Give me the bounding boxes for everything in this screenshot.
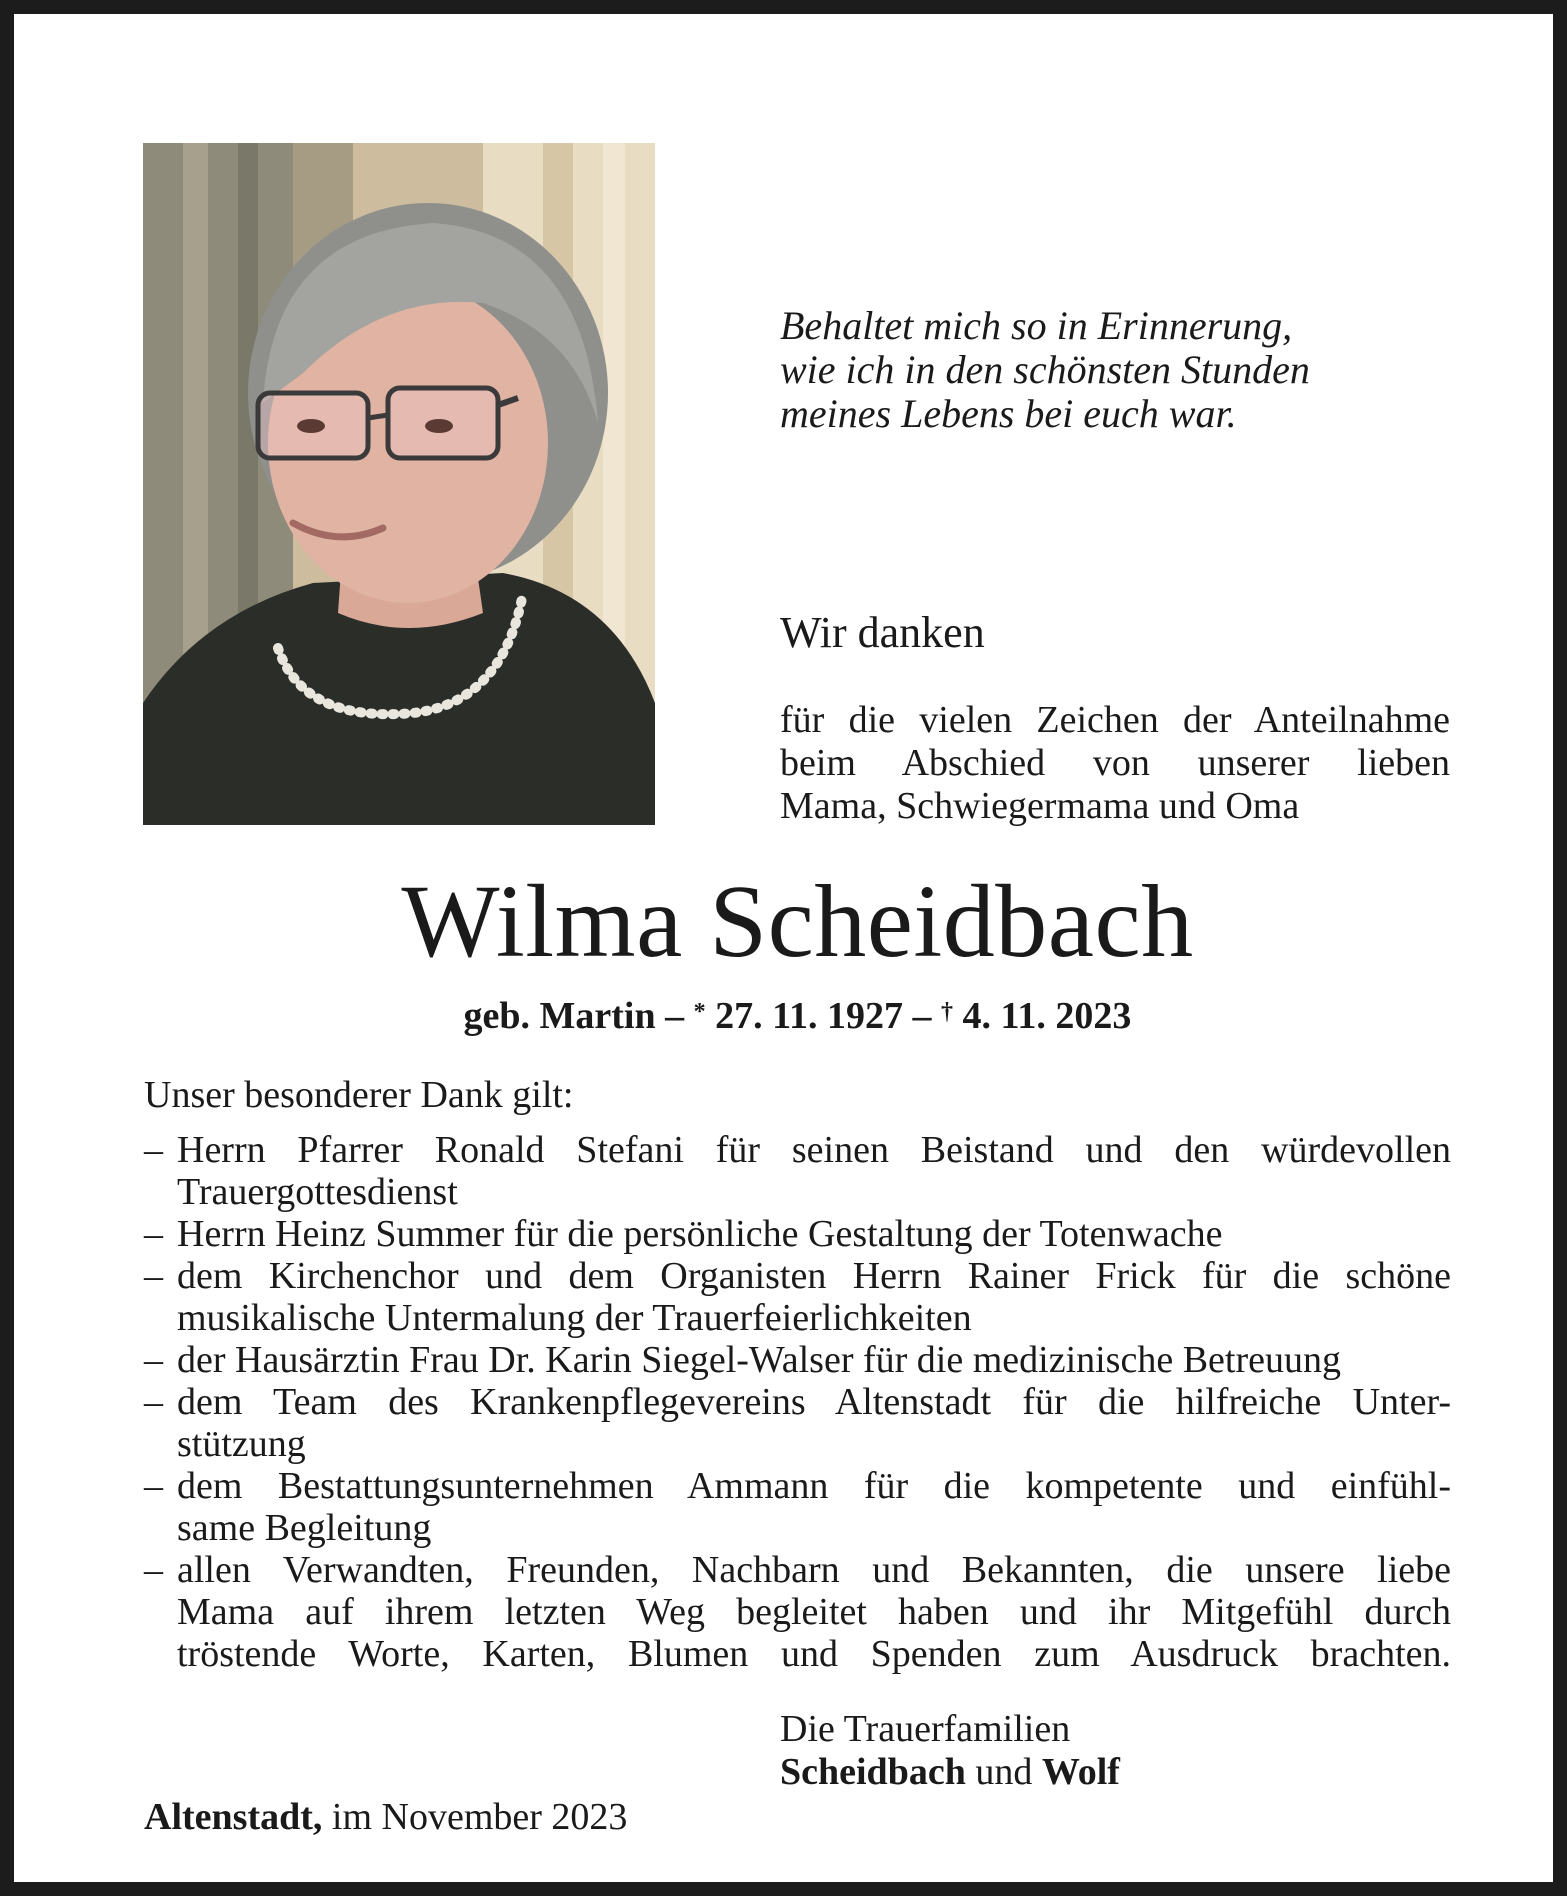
place: Altenstadt, [144, 1796, 323, 1838]
acknowledgement-item [144, 1339, 1451, 1381]
deceased-name: Wilma Scheidbach [401, 864, 1194, 979]
thanks-heading: Wir danken [780, 608, 985, 657]
thanks-line: beim Abschied von unserer lieben [780, 742, 1450, 784]
quote-line: meines Lebens bei euch war. [780, 391, 1237, 436]
list-dash: – [144, 1549, 163, 1591]
acknowledgement-item [144, 1381, 1451, 1465]
acknowledgement-item [144, 1213, 1451, 1255]
acknowledgement-line: Trauergottesdienst [177, 1171, 458, 1213]
signature-block [780, 1708, 1120, 1794]
birth-date: 27. 11. 1927 [705, 995, 904, 1037]
death-symbol: † [941, 999, 954, 1025]
acknowledgement-item [144, 1549, 1451, 1675]
date: im November 2023 [322, 1796, 628, 1838]
acknowledgement-line: stützung [177, 1423, 306, 1465]
acknowledgement-list [144, 1129, 1451, 1675]
family-names [780, 1751, 1120, 1794]
acknowledgement-line: tröstende Worte, Karten, Blumen und Spenden zum Ausdruck brachten. [177, 1633, 1451, 1675]
thanks-text [780, 699, 1450, 828]
birth-symbol: * [693, 999, 706, 1025]
list-dash: – [144, 1255, 163, 1297]
acknowledgement-intro: Unser besonderer Dank gilt: [144, 1074, 574, 1116]
life-dates [14, 994, 1567, 1038]
memorial-quote [780, 304, 1480, 436]
acknowledgement-line: dem Kirchenchor und dem Organisten Herrn Rainer Frick für die schöne [177, 1255, 1451, 1297]
death-date: 4. 11. 2023 [953, 995, 1132, 1037]
signature-line: Die Trauerfamilien [780, 1708, 1071, 1750]
acknowledgement-item [144, 1129, 1451, 1213]
acknowledgement-line: der Hausärztin Frau Dr. Karin Siegel-Walser für die medizinische Betreuung [177, 1339, 1341, 1381]
quote-line: Behaltet mich so in Erinnerung, [780, 303, 1293, 348]
thanks-line: Mama, Schwiegermama und Oma [780, 785, 1300, 827]
acknowledgement-line: Mama auf ihrem letzten Weg begleitet haben und ihr Mitgefühl durch [177, 1591, 1451, 1633]
thanks-line: für die vielen Zeichen der Anteilnahme [780, 699, 1450, 741]
place-date [144, 1796, 627, 1839]
list-dash: – [144, 1129, 163, 1171]
family-name: Wolf [1041, 1751, 1120, 1793]
quote-line: wie ich in den schönsten Stunden [780, 347, 1310, 392]
acknowledgement-item [144, 1255, 1451, 1339]
acknowledgement-line: Herrn Pfarrer Ronald Stefani für seinen Beistand und den würdevollen [177, 1129, 1451, 1171]
list-dash: – [144, 1339, 163, 1381]
separator: – [655, 995, 694, 1037]
acknowledgement-line: allen Verwandten, Freunden, Nachbarn und Bekannten, die unsere liebe [177, 1549, 1451, 1591]
conjunction: und [965, 1751, 1042, 1793]
acknowledgement-line: dem Bestattungsunternehmen Ammann für die kompetente und einfühl- [177, 1465, 1451, 1507]
acknowledgement-line: Herrn Heinz Summer für die persönliche Gestaltung der Totenwache [177, 1213, 1223, 1255]
acknowledgement-line: dem Team des Krankenpflegevereins Altenstadt für die hilfreiche Unter- [177, 1381, 1451, 1423]
birth-name: geb. Martin [463, 995, 656, 1037]
list-dash: – [144, 1381, 163, 1423]
acknowledgement-item [144, 1465, 1451, 1549]
separator: – [903, 995, 942, 1037]
portrait-illustration [143, 143, 655, 825]
family-name: Scheidbach [780, 1751, 966, 1793]
acknowledgement-line: same Begleitung [177, 1507, 432, 1549]
portrait-photo [143, 143, 655, 825]
list-dash: – [144, 1213, 163, 1255]
acknowledgement-line: musikalische Untermalung der Trauerfeierlichkeiten [177, 1297, 972, 1339]
list-dash: – [144, 1465, 163, 1507]
